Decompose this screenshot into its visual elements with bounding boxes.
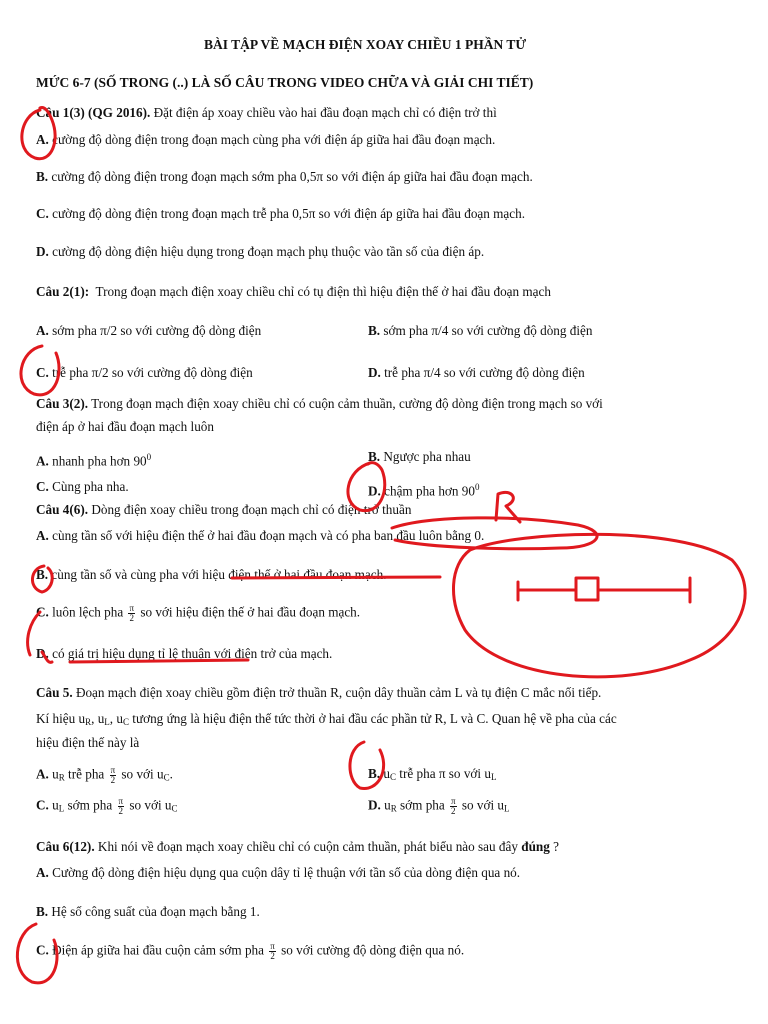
question-text: Đặt điện áp xoay chiều vào hai đầu đoạn mạch chỉ có điện trở thì [153,105,497,120]
question-label: Câu 2(1): [36,284,90,299]
option-text: cùng tần số và cùng pha với hiệu điện thế ở hai đầu đoạn mạch. [51,567,387,582]
option-text: cường độ dòng điện trong đoạn mạch sớm pha 0,5π so với điện áp giữa hai đầu đoạn mạch. [51,169,533,184]
option-text: trễ pha π/4 so với cường độ dòng điện [384,365,585,380]
option-key: C. [36,942,49,958]
resistor-symbol [518,578,690,602]
option-key: C. [36,206,49,221]
q3-option-c [36,479,129,495]
question-label: Câu 1(3) (QG 2016). [36,105,151,120]
option-key: D. [368,365,381,380]
option-text: cường độ dòng điện hiệu dụng trong đoạn mạch phụ thuộc vào tần số của điện áp. [52,244,485,259]
q6-option-c [36,942,464,961]
q6-option-b [36,904,260,920]
question-label: Câu 3(2). [36,396,89,411]
question-4 [36,502,411,518]
question-1 [36,105,497,121]
q3-option-a [36,449,151,469]
page-title: BÀI TẬP VỀ MẠCH ĐIỆN XOAY CHIỀU 1 PHẦN TỬ [204,37,527,52]
question-6: Câu 6(12). Khi nói về đoạn mạch xoay chiều chỉ có cuộn cảm thuần, phát biểu nào sau đây đúng ? [36,839,560,854]
option-key: B. [36,904,49,919]
option-key: D. [36,244,49,259]
option-key: C. [36,479,49,494]
question-5-cont2: hiệu điện thế này là [36,735,140,750]
option-text: Hệ số công suất của đoạn mạch bằng 1. [51,904,260,919]
fraction: $\frac{\pi}{2}$ [129,603,135,623]
q4-option-b [36,567,387,583]
q4-option-a [36,528,484,544]
option-key: B. [368,766,381,781]
option-text: nhanh pha hơn 90 [52,453,147,469]
option-text: sớm pha π/4 so với cường độ dòng điện [383,323,593,338]
fraction: $\frac{\pi}{2}$ [270,941,275,961]
question-text: Khi nói về đoạn mạch xoay chiều chỉ có cuộn cảm thuần, phát biểu nào sau đây [97,839,518,854]
question-text: Trong đoạn mạch điện xoay chiều chỉ có cuộn cảm thuần, cường độ dòng điện trong mạch so với [91,396,603,411]
option-text: trễ pha π/2 so với cường độ dòng điện [52,365,253,380]
option-key: B. [368,449,381,464]
option-key: B. [36,567,49,582]
q1-option-d [36,244,484,260]
question-label: Câu 4(6). [36,502,89,517]
option-text: Cùng pha nha. [52,479,129,494]
option-key: B. [368,323,381,338]
q3-option-d [368,479,479,499]
q4-option-c [36,604,360,623]
option-key: A. [36,323,49,338]
option-key: C. [36,365,49,380]
page-subtitle: MỨC 6-7 (SỐ TRONG (..) LÀ SỐ CÂU TRONG VIDEO CHỮA VÀ GIẢI CHI TIẾT) [36,75,534,90]
q5-option-b: B. $u_C$ trễ pha π so với $u_L$ [368,766,497,782]
option-text: có giá trị hiệu dụng tỉ lệ thuận với điện trở của mạch. [52,646,333,661]
option-key: A. [36,528,49,543]
option-key: A. [36,453,49,469]
q5-option-c: C. $u_L$ sớm pha $\frac{\pi}{2}$ so với $u_C$ [36,796,178,816]
resistor-sketch-loop [454,534,746,677]
question-3 [36,396,603,412]
question-5-cont: Kí hiệu $u_R$, $u_L$, $u_C$ tương ứng là hiệu điện thế tức thời ở hai đầu các phần tử R, L và C. Quan hệ về pha của các [36,711,617,727]
q6-option-a [36,865,520,881]
option-text: sớm pha π/2 so với cường độ dòng điện [52,323,262,338]
question-text: Trong đoạn mạch điện xoay chiều chỉ có tụ điện thì hiệu điện thế ở hai đầu đoạn mạch [95,284,551,299]
option-text: Ngược pha nhau [383,449,471,464]
question-label: Câu 6(12). [36,839,95,854]
degree-mark: 0 [474,482,480,492]
q4-option-d [36,646,332,662]
option-text: cùng tần số với hiệu điện thế ở hai đầu đoạn mạch và có pha ban đầu luôn bằng 0. [52,528,485,543]
option-key: C. [36,604,49,620]
question-text: Dòng điện xoay chiều trong đoạn mạch chỉ có điện trở thuần [91,502,412,517]
question-text: Đoạn mạch điện xoay chiều gồm điện trở thuần R, cuộn dây thuần cảm L và tụ điện C mắc nối tiếp. [75,685,602,700]
option-key: D. [368,797,381,813]
option-key: A. [36,865,49,880]
option-key: C. [36,797,49,813]
letter-r-annotation [496,492,520,522]
option-text: so với cường độ dòng điện qua nó. [281,942,465,958]
question-3-cont: điện áp ở hai đầu đoạn mạch luôn [36,419,214,434]
option-key: D. [368,483,381,499]
degree-mark: 0 [146,452,152,462]
q3-option-b [368,449,471,465]
q5-option-a: A. $u_R$ trễ pha $\frac{\pi}{2}$ so với $u_C$. [36,765,173,785]
q2-option-d [368,365,585,381]
option-text: cường độ dòng điện trong đoạn mạch cùng pha với điện áp giữa hai đầu đoạn mạch. [52,132,496,147]
question-5 [36,685,601,701]
question-2 [36,284,551,300]
q2-option-a [36,323,261,339]
q2-option-b [368,323,592,339]
option-text: so với hiệu điện thế ở hai đầu đoạn mạch. [140,604,361,620]
option-key: B. [36,169,49,184]
q2-option-c [36,365,253,381]
option-key: D. [36,646,49,661]
option-text: cường độ dòng điện trong đoạn mạch trễ pha 0,5π so với điện áp giữa hai đầu đoạn mạch. [52,206,526,221]
fraction: $\frac{\pi}{2}$ [110,765,116,785]
option-key: A. [36,132,49,147]
option-key: A. [36,766,49,782]
q1-option-a [36,132,495,148]
fraction: $\frac{\pi}{2}$ [451,796,456,816]
option-text: luôn lệch pha [52,604,124,620]
option-text: chậm pha hơn 90 [384,483,475,499]
question-label: Câu 5. [36,685,73,700]
option-text: Điện áp giữa hai đầu cuộn cảm sớm pha [52,942,264,958]
option-text: Cường độ dòng điện hiệu dụng qua cuộn dây tỉ lệ thuận với tần số của dòng điện qua nó. [52,865,521,880]
q5-option-d: D. $u_R$ sớm pha $\frac{\pi}{2}$ so với $u_L$ [368,796,510,816]
q1-option-b [36,169,533,185]
fraction: $\frac{\pi}{2}$ [118,796,124,816]
q1-option-c [36,206,525,222]
